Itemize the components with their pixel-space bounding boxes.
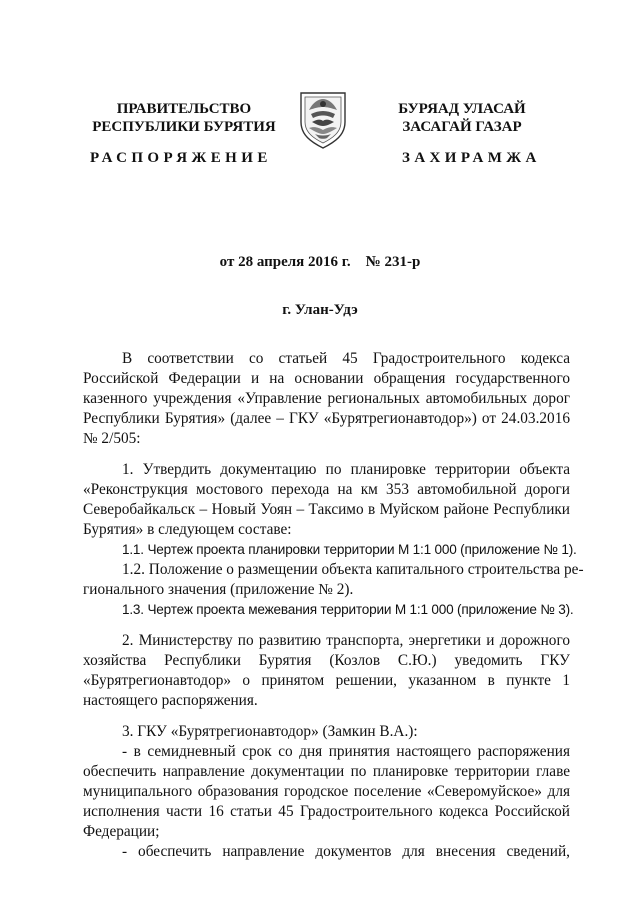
body-line: № 2/505: (83, 430, 141, 447)
issuer-russian-line-1: ПРАВИТЕЛЬСТВО (116, 101, 252, 117)
body-line: 1.1. Чертеж проекта планировки территории М 1:1 000 (приложение № 1). (122, 542, 577, 557)
body-line: муниципального образования городское поселение «Северомуйское» для (83, 783, 570, 800)
body-line: настоящего распоряжения. (83, 692, 258, 709)
doc-type-russian: РАСПОРЯЖЕНИЕ (90, 150, 272, 166)
body-line: гионального значения (приложение № 2). (83, 581, 354, 598)
body-line: казенного учреждения «Управление региональных автомобильных дорог (83, 390, 570, 407)
body-line: 1.2. Положение о размещении объекта капитального строительства ре- (122, 561, 584, 578)
body-line: - обеспечить направление документов для внесения сведений, (122, 843, 570, 860)
coat-of-arms-icon (297, 88, 349, 150)
body-line: - в семидневный срок со дня принятия настоящего распоряжения (122, 743, 570, 760)
body-line: Республики Бурятия» (далее – ГКУ «Бурятрегионавтодор») от 24.03.2016 (83, 410, 570, 427)
body-line: 3. ГКУ «Бурятрегионавтодор» (Замкин В.А.): (122, 723, 418, 740)
issuer-buryat-line-2: ЗАСАГАЙ ГАЗАР (402, 119, 522, 135)
body-line: Бурятия» в следующем составе: (83, 521, 292, 538)
doc-type-buryat: ЗАХИРАМЖА (402, 150, 541, 166)
issuer-buryat-line-1: БУРЯАД УЛАСАЙ (398, 101, 526, 117)
body-line: 1. Утвердить документацию по планировке территории объекта (122, 461, 570, 478)
body-line: хозяйства Республики Бурятия (Козлов С.Ю.) уведомить ГКУ (83, 652, 570, 669)
body-line: обеспечить направление документации по планировке территории главе (83, 763, 570, 780)
body-line: 2. Министерству по развитию транспорта, энергетики и дорожного (122, 632, 570, 649)
city: г. Улан-Удэ (282, 302, 358, 318)
body-line: В соответствии со статьей 45 Градостроительного кодекса (122, 350, 570, 367)
issuer-russian-line-2: РЕСПУБЛИКИ БУРЯТИЯ (92, 119, 276, 135)
body-line: Федерации; (83, 823, 160, 840)
issuer-russian (86, 100, 282, 136)
body-line: «Реконструкция мостового перехода на км 353 автомобильной дороги (83, 481, 570, 498)
body-line: Российской Федерации и на основании обращения государственного (83, 370, 570, 387)
body-line: 1.3. Чертеж проекта межевания территории М 1:1 000 (приложение № 3). (122, 602, 574, 617)
body-line: Северобайкальск – Новый Уоян – Таксимо в Муйском районе Республики (83, 501, 570, 518)
issuer-buryat (378, 100, 546, 136)
body-line: «Бурятрегионавтодор» о принятом решении, указанном в пункте 1 (83, 672, 570, 689)
date-and-number: от 28 апреля 2016 г. № 231-р (219, 254, 421, 270)
body-line: исполнения части 16 статьи 45 Градостроительного кодекса Российской (83, 803, 570, 820)
